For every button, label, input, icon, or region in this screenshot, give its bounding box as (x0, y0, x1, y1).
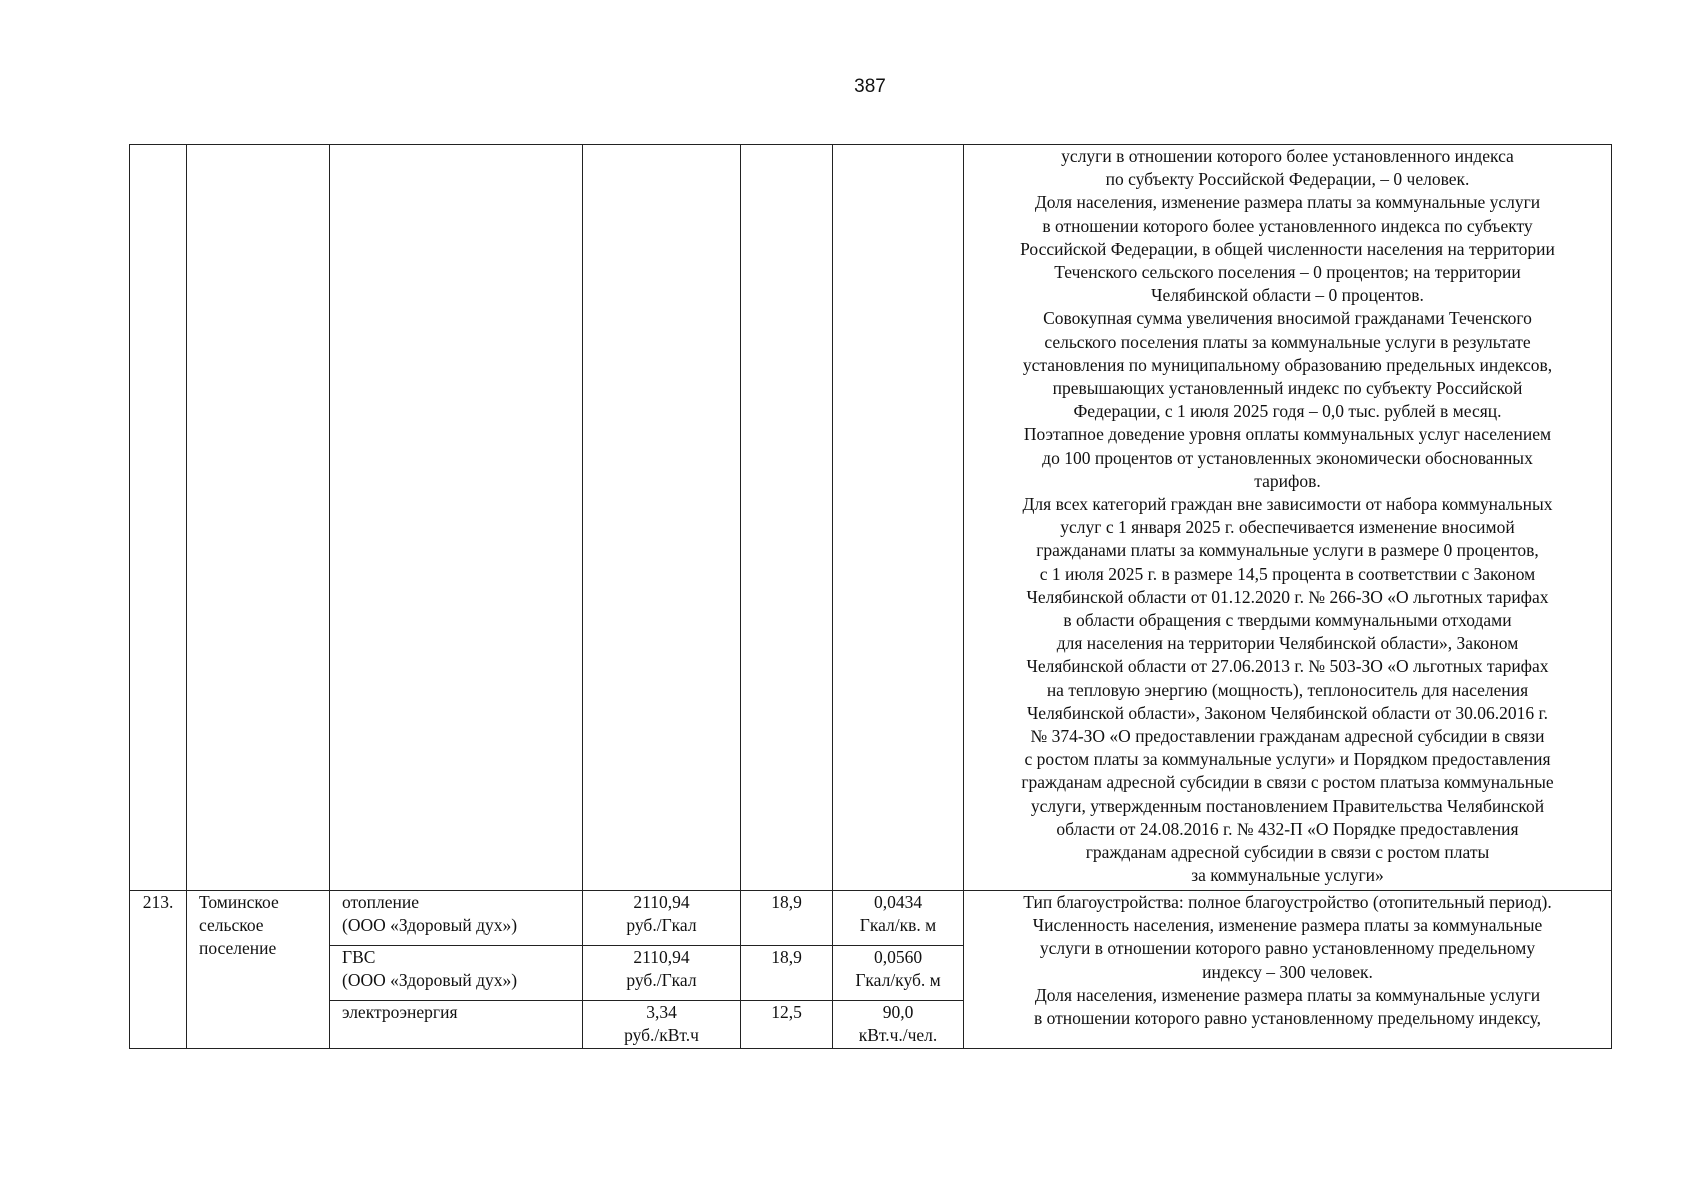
comment-line: Поэтапное доведение уровня оплаты коммунальных услуг населением (1023, 424, 1552, 445)
comment-line: сельского поселения платы за коммунальные услуги в результате (1044, 331, 1531, 352)
comment-line: услуги в отношении которого более установленного индекса (1061, 146, 1514, 166)
comment-line: Доля населения, изменение размера платы за коммунальные услуги (1034, 192, 1541, 213)
cell-increase (741, 145, 833, 891)
cell-tariff: 3,34 руб./кВт.ч (583, 1001, 741, 1049)
comment-line: Российской Федерации, в общей численности населения на территории (1020, 238, 1555, 259)
cell-norm (833, 145, 964, 891)
cell-comment (964, 891, 1612, 1049)
comment-line: на тепловую энергию (мощность), теплоноситель для населения (1046, 679, 1529, 700)
comment-line: Челябинской области от 01.12.2020 г. № 266-ЗО «О льготных тарифах (1026, 586, 1549, 607)
comment-line: Численность населения, изменение размера платы за коммунальные (1032, 915, 1543, 936)
cell-number (130, 145, 187, 891)
comment-line: Федерации, с 1 июля 2025 годя – 0,0 тыс. рублей в месяц. (1073, 401, 1502, 422)
table-row-213-heating (130, 891, 1612, 946)
comment-line: тарифов. (1254, 470, 1321, 491)
comment-line: по субъекту Российской Федерации, – 0 человек. (1105, 169, 1470, 190)
cell-municipality: Томинское сельское поселение (187, 891, 330, 1049)
comment-line: до 100 процентов от установленных экономически обоснованных (1042, 447, 1533, 468)
comment-line: Совокупная сумма увеличения вносимой гражданами Теченского (1043, 308, 1532, 329)
comment-line: гражданами платы за коммунальные услуги в размере 0 процентов, (1036, 540, 1539, 561)
comment-line: Челябинской области от 27.06.2013 г. № 503-ЗО «О льготных тарифах (1026, 656, 1549, 677)
comment-line: для населения на территории Челябинской области», Законом (1056, 633, 1519, 654)
cell-increase: 18,9 (741, 891, 833, 946)
cell-norm: 90,0 кВт.ч./чел. (833, 1001, 964, 1049)
comment-line: Для всех категорий граждан вне зависимости от набора коммунальных (1022, 494, 1553, 515)
comment-line: Челябинской области – 0 процентов. (1151, 285, 1424, 306)
cell-comment (964, 145, 1612, 891)
cell-municipality (187, 145, 330, 891)
comment-line: № 374-ЗО «О предоставлении гражданам адресной субсидии в связи (1030, 726, 1545, 747)
cell-tariff: 2110,94 руб./Гкал (583, 891, 741, 946)
comment-line: Челябинской области», Законом Челябинской области от 30.06.2016 г. (1026, 702, 1549, 723)
cell-tariff: 2110,94 руб./Гкал (583, 946, 741, 1001)
comment-line: услуги в отношении которого равно установленному предельному (1039, 938, 1536, 959)
comment-line: Доля населения, изменение размера платы за коммунальные услуги (1034, 984, 1541, 1005)
comment-line: гражданам адресной субсидии в связи с ростом платыза коммунальные (1021, 772, 1554, 793)
comment-line: услуг с 1 января 2025 г. обеспечивается изменение вносимой (1060, 517, 1515, 538)
comment-line: услуги, утвержденным постановлением Правительства Челябинской (1030, 795, 1545, 816)
cell-service: отопление (ООО «Здоровый дух») (330, 891, 583, 946)
comment-line: установления по муниципальному образованию предельных индексов, (1022, 354, 1553, 375)
comment-line: Тип благоустройства: полное благоустройство (отопительный период). (1023, 892, 1552, 912)
cell-service: электроэнергия (330, 1001, 583, 1049)
comment-line: в области обращения с твердыми коммунальными отходами (1063, 610, 1512, 631)
comment-line: с ростом платы за коммунальные услуги» и Порядком предоставления (1024, 749, 1551, 770)
comment-line: в отношении которого более установленного индекса по субъекту (1042, 215, 1533, 236)
cell-norm: 0,0560 Гкал/куб. м (833, 946, 964, 1001)
comment-line: в отношении которого равно установленному предельному индексу, (1033, 1008, 1542, 1029)
comment-line: гражданам адресной субсидии в связи с ростом платы (1085, 842, 1490, 863)
cell-service (330, 145, 583, 891)
cell-service: ГВС (ООО «Здоровый дух») (330, 946, 583, 1001)
comment-line: Теченского сельского поселения – 0 процентов; на территории (1054, 262, 1521, 283)
comment-line: области от 24.08.2016 г. № 432-П «О Порядке предоставления (1056, 818, 1519, 839)
cell-tariff (583, 145, 741, 891)
comment-line: превышающих установленный индекс по субъекту Российской (1052, 378, 1523, 399)
cell-increase: 12,5 (741, 1001, 833, 1049)
tariff-table (129, 144, 1612, 1049)
comment-line: с 1 июля 2025 г. в размере 14,5 процента в соответствии с Законом (1039, 563, 1536, 584)
table-row-continuation (130, 145, 1612, 891)
cell-number: 213. (130, 891, 187, 1049)
cell-norm: 0,0434 Гкал/кв. м (833, 891, 964, 946)
cell-increase: 18,9 (741, 946, 833, 1001)
comment-line: индексу – 300 человек. (1202, 961, 1373, 982)
page-number: 387 (854, 76, 886, 97)
comment-line: за коммунальные услуги» (1191, 865, 1384, 886)
